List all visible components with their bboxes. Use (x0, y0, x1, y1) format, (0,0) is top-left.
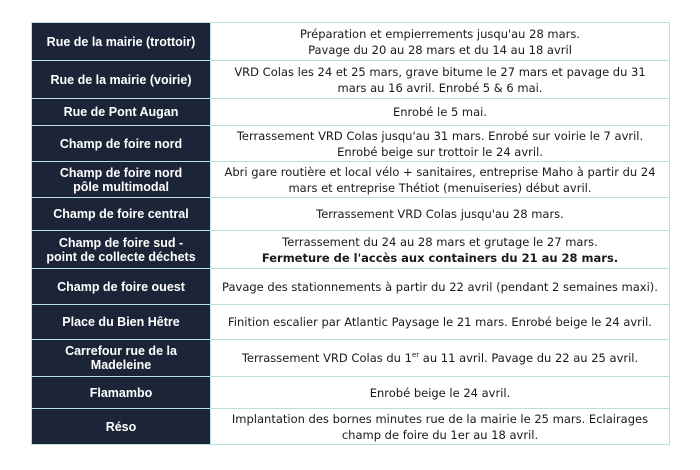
place-name-cell (32, 162, 211, 198)
schedule-text: Enrobé beige sur trottoir le 24 avril. (337, 144, 543, 159)
schedule-details-cell (211, 377, 670, 409)
place-name: Champ de foire nord (59, 136, 183, 151)
table-row (32, 409, 670, 445)
schedule-text: champ de foire du 1er au 18 avril. (341, 427, 539, 442)
table-row (32, 198, 670, 231)
place-name: Champ de foire central (53, 207, 189, 221)
place-name-cell (32, 99, 211, 126)
table-row (32, 377, 670, 409)
schedule-details-cell (211, 340, 670, 377)
table-row (32, 126, 670, 162)
schedule-text: Terrassement VRD Colas jusqu'au 31 mars. Enrobé sur voirie le 7 avril. (236, 128, 644, 143)
schedule-text: Terrassement du 24 au 28 mars et grutage le 27 mars. (282, 234, 598, 249)
table-row (32, 162, 670, 198)
table-row (32, 61, 670, 99)
schedule-details-cell (211, 305, 670, 340)
table-row (32, 269, 670, 305)
schedule-text: mars au 16 avril. Enrobé 5 & 6 mai. (337, 80, 543, 95)
schedule-text: Enrobé le 5 mai. (392, 105, 488, 119)
place-name-cell (32, 377, 211, 409)
table-row (32, 99, 670, 126)
place-name-cell (32, 409, 211, 445)
place-name: point de collecte déchets (46, 249, 196, 264)
table-row (32, 23, 670, 61)
schedule-details-cell (211, 23, 670, 61)
schedule-text: Abri gare routière et local vélo + sanitaires, entreprise Maho à partir du 24 (224, 164, 656, 179)
works-schedule-table (31, 22, 670, 445)
place-name: Champ de foire sud - (58, 235, 184, 250)
place-name: Carrefour rue de la (65, 344, 177, 358)
place-name: Place du Bien Hêtre (62, 315, 180, 329)
place-name: Flamambo (89, 385, 153, 400)
schedule-text: Pavage du 20 au 28 mars et du 14 au 18 avril (308, 42, 572, 57)
place-name-cell (32, 198, 211, 231)
schedule-details-cell (211, 409, 670, 445)
place-name: pôle multimodal (73, 179, 169, 194)
schedule-text: Préparation et empierrements jusqu'au 28 mars. (299, 26, 581, 41)
place-name: Réso (105, 419, 137, 434)
place-name: Rue de Pont Augan (63, 105, 179, 119)
table-row (32, 231, 670, 269)
schedule-text-part: Terrassement VRD Colas du 1 (241, 351, 412, 365)
place-name-cell (32, 61, 211, 99)
table-row (32, 340, 670, 377)
schedule-text: VRD Colas les 24 et 25 mars, grave bitume le 27 mars et pavage du 31 (234, 64, 646, 79)
schedule-details-cell (211, 61, 670, 99)
schedule-text: Enrobé beige le 24 avril. (369, 385, 511, 400)
place-name-cell (32, 126, 211, 162)
place-name-cell (32, 269, 211, 305)
schedule-details-cell (211, 126, 670, 162)
schedule-text-part: au 11 avril. Pavage du 22 au 25 avril. (419, 351, 639, 365)
schedule-text: Pavage des stationnements à partir du 22 avril (pendant 2 semaines maxi). (222, 279, 658, 294)
place-name-cell (32, 23, 211, 61)
ordinal-suffix: er (411, 351, 420, 360)
place-name-cell (32, 340, 211, 377)
schedule-text (219, 350, 661, 366)
place-name: Rue de la mairie (trottoir) (46, 34, 196, 49)
place-name: Madeleine (90, 358, 152, 372)
table-row (32, 305, 670, 340)
schedule-details-cell (211, 198, 670, 231)
schedule-details-cell (211, 269, 670, 305)
schedule-text: Terrassement VRD Colas jusqu'au 28 mars. (316, 207, 564, 221)
schedule-details-cell (211, 231, 670, 269)
schedule-details-cell (211, 99, 670, 126)
schedule-text: Implantation des bornes minutes rue de la mairie le 25 mars. Eclairages (231, 411, 649, 426)
place-name-cell (32, 305, 211, 340)
place-name: Rue de la mairie (voirie) (50, 72, 192, 87)
schedule-text: Finition escalier par Atlantic Paysage le 21 mars. Enrobé beige le 24 avril. (228, 315, 652, 329)
schedule-text-emphasis: Fermeture de l'accès aux containers du 21 au 28 mars. (261, 250, 619, 265)
place-name: Champ de foire nord (59, 165, 183, 180)
place-name: Champ de foire ouest (57, 279, 185, 294)
schedule-text: mars et entreprise Thétiot (menuiseries) début avril. (288, 180, 592, 195)
place-name-cell (32, 231, 211, 269)
schedule-details-cell (211, 162, 670, 198)
